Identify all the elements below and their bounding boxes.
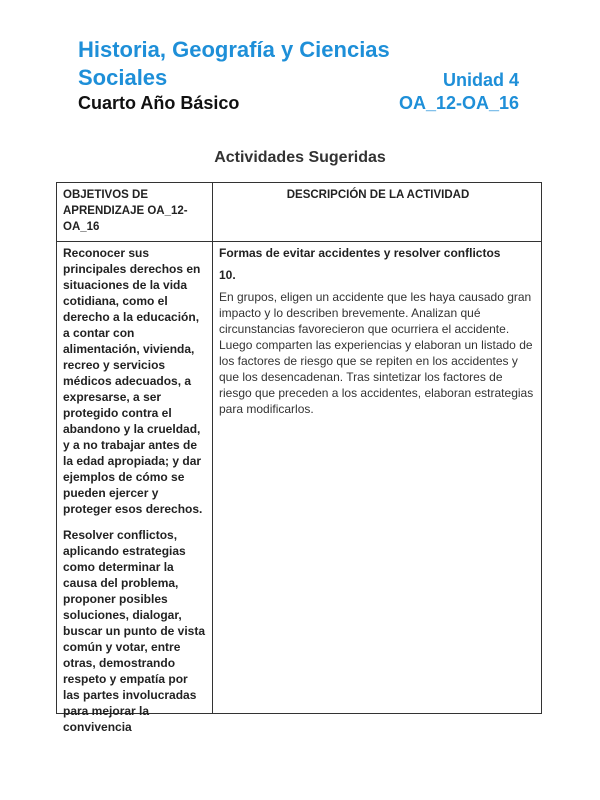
activity-heading: Formas de evitar accidentes y resolver conflictos <box>219 246 501 260</box>
activities-table <box>56 182 542 734</box>
table-header-objectives: OBJETIVOS DE APRENDIZAJE OA_12-OA_16 <box>63 189 188 233</box>
section-title: Actividades Sugeridas <box>214 149 386 166</box>
activity-number: 10. <box>219 268 236 282</box>
objective-item: Resolver conflictos, aplicando estrategias como determinar la causa del problema, proponer posibles soluciones, dialogar, buscar un punto de vista común y votar, entre otras, demostrando respeto y empatía por las partes involucradas para mejorar la convivencia <box>63 528 206 734</box>
activity-description: En grupos, eligen un accidente que les haya causado gran impacto y lo describen brevemente. Analizan qué circunstancias favorecieron que ocurriera el accidente. Luego comparten las experiencias y elaboran un listado de los factores de riesgo que se repiten en los accidentes y que los desencadenan. Tras sintetizar los factores de riesgo que preceden a los accidentes, elaboran estrategias para modificarlos. <box>219 290 534 416</box>
oa-code-label: OA_12-OA_16 <box>398 93 519 113</box>
table-column-divider <box>212 183 213 713</box>
grade-label: Cuarto Año Básico <box>78 93 240 113</box>
unit-label: Unidad 4 <box>442 70 519 90</box>
objective-item: Reconocer sus principales derechos en situaciones de la vida cotidiana, como el derecho a la educación, a contar con alimentación, vivienda, recreo y servicios médicos adecuados, a expresarse, a ser protegido contra el abandono y la crueldad, y a no trabajar antes de la edad apropiada; y dar ejemplos de cómo se pueden ejercer y proteger esos derechos. <box>63 246 203 516</box>
document-title-line2: Sociales <box>78 65 168 90</box>
activity-cell <box>219 245 537 417</box>
table-header-description: DESCRIPCIÓN DE LA ACTIVIDAD <box>286 189 470 201</box>
table-row-divider <box>57 241 541 242</box>
objectives-cell <box>63 245 207 745</box>
document-title-line1: Historia, Geografía y Ciencias <box>78 37 390 62</box>
